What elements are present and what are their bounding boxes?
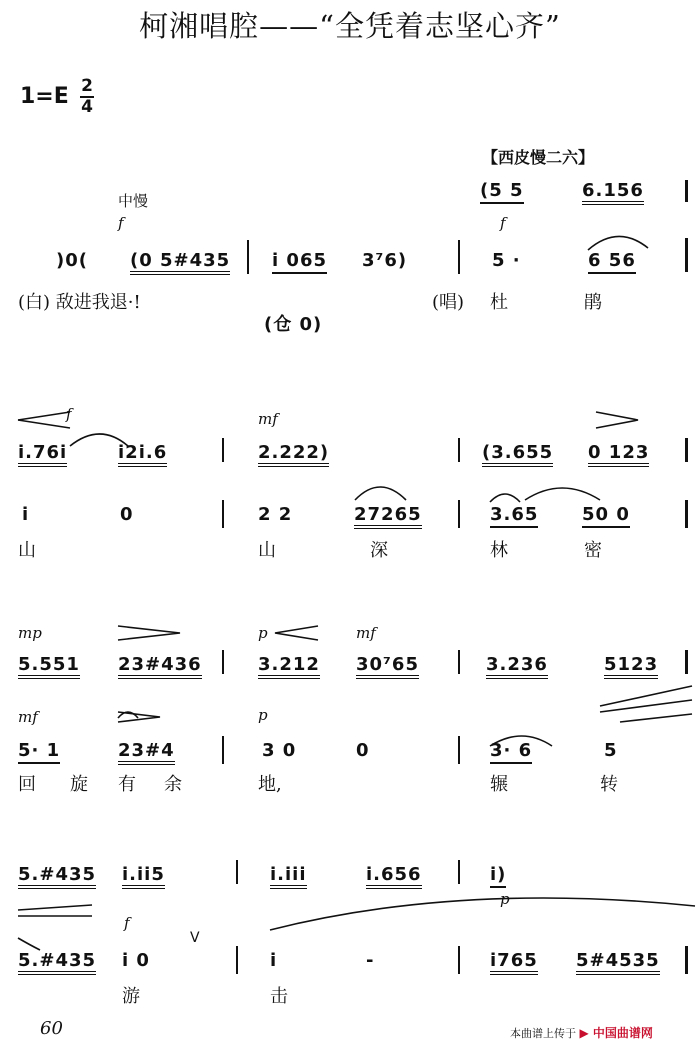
time-signature-bottom: 4 xyxy=(81,97,93,117)
tie-line xyxy=(600,686,692,706)
lyric: 游 xyxy=(122,986,140,1007)
crescendo-hairpin xyxy=(275,626,318,640)
breath-mark: V xyxy=(190,930,201,946)
vocal-notes: 5#4535 xyxy=(576,950,660,971)
lyric: 杜 xyxy=(490,292,508,313)
vocal-notes: 0 xyxy=(120,504,134,525)
lyric: 转 xyxy=(600,774,618,795)
vocal-notes: i 065 xyxy=(272,250,327,271)
accompaniment-notes: 23#436 xyxy=(118,654,202,675)
accompaniment-notes: 30⁷65 xyxy=(356,654,419,675)
vocal-notes: 3⁷6) xyxy=(362,250,408,271)
vocal-notes: 5.#435 xyxy=(18,950,96,971)
dynamic-mark: mp xyxy=(18,624,42,642)
dynamic-mark: p xyxy=(258,706,268,724)
vocal-notes: 23#4 xyxy=(118,740,175,761)
lyric: 山 xyxy=(258,540,276,561)
lyric: 山 xyxy=(18,540,36,561)
vocal-notes: 2 2 xyxy=(258,504,293,525)
vocal-notes: (0 5#435 xyxy=(130,250,230,271)
tempo-mark: 中慢 xyxy=(118,192,149,210)
dynamic-mark: p xyxy=(500,890,510,908)
vocal-notes: 27265 xyxy=(354,504,422,525)
lyric: 击 xyxy=(270,986,288,1007)
long-slur xyxy=(270,898,695,930)
lyric: 地, xyxy=(258,774,282,795)
accompaniment-notes: 5.551 xyxy=(18,654,80,675)
vocal-notes: - xyxy=(366,950,375,971)
vocal-notes: 50 0 xyxy=(582,504,630,525)
accompaniment-notes: 5123 xyxy=(604,654,658,675)
accompaniment-notes: 2.222) xyxy=(258,442,329,463)
slur xyxy=(525,488,600,500)
accompaniment-notes: 3.236 xyxy=(486,654,548,675)
lyric: 鹃 xyxy=(584,292,602,313)
section-tag: 【西皮慢二六】 xyxy=(482,148,595,167)
accompaniment-notes: i.76i xyxy=(18,442,67,463)
lyric: 回 xyxy=(18,774,36,795)
slur xyxy=(355,487,406,500)
dynamic-mark: mf xyxy=(356,624,376,642)
key-signature: 1=E xyxy=(20,84,69,109)
vocal-notes: 0 xyxy=(356,740,370,761)
vocal-notes: i765 xyxy=(490,950,538,971)
vocal-notes: 3 0 xyxy=(262,740,297,761)
dynamic-mark: p xyxy=(258,624,268,642)
crescendo-hairpin xyxy=(18,412,70,420)
site-logo[interactable]: ▶ 中国曲谱网 xyxy=(579,1026,653,1040)
source-note-text: 本曲谱上传于 xyxy=(510,1027,576,1040)
accompaniment-notes: 6.156 xyxy=(582,180,644,201)
dynamic-mark: mf xyxy=(258,410,278,428)
vocal-notes: 6 56 xyxy=(588,250,636,271)
lyric: 辗 xyxy=(490,774,508,795)
accompaniment-notes: i.ii5 xyxy=(122,864,165,885)
accompaniment-notes: i2i.6 xyxy=(118,442,167,463)
vocal-notes: 3· 6 xyxy=(490,740,532,761)
lyric: 林 xyxy=(490,540,508,561)
time-signature-top: 2 xyxy=(81,76,93,96)
vocal-notes: 5 xyxy=(604,740,618,761)
vocal-notes: 5 · xyxy=(492,250,521,271)
dynamic-mark: f xyxy=(500,214,506,232)
vocal-notes: )0( xyxy=(56,250,88,271)
vocal-notes: 3.65 xyxy=(490,504,538,525)
lyric: 深 xyxy=(370,540,388,561)
accompaniment-notes: (5 5 xyxy=(480,180,524,201)
dynamic-mark: mf xyxy=(18,708,38,726)
accompaniment-notes: (3.655 xyxy=(482,442,553,463)
page-number: 60 xyxy=(40,1018,63,1039)
lyric: 旋 xyxy=(70,774,88,795)
decrescendo-hairpin xyxy=(596,412,638,428)
lyric: 密 xyxy=(584,540,602,561)
vocal-notes: i xyxy=(270,950,278,971)
slur xyxy=(588,236,648,250)
source-note xyxy=(510,1024,653,1041)
lyric-sung-mark: (唱) xyxy=(432,292,465,313)
vocal-notes: 5· 1 xyxy=(18,740,60,761)
lyric: 有 xyxy=(118,774,136,795)
page-title: 柯湘唱腔——“全凭着志坚心齐” xyxy=(139,9,561,43)
decrescendo-hairpin xyxy=(118,626,180,640)
dynamic-mark: f xyxy=(118,214,124,232)
accompaniment-notes: i.656 xyxy=(366,864,422,885)
accompaniment-notes: 3.212 xyxy=(258,654,320,675)
dynamic-mark: f xyxy=(124,914,130,932)
accompaniment-notes: 5.#435 xyxy=(18,864,96,885)
vocal-notes: i xyxy=(22,504,30,525)
lyric-spoken: (白) 敌进我退·! xyxy=(18,292,141,313)
accompaniment-notes: i) xyxy=(490,864,506,885)
accompaniment-notes: 0 123 xyxy=(588,442,649,463)
vocal-notes: i 0 xyxy=(122,950,150,971)
lyric: 余 xyxy=(164,774,182,795)
percussion-notes: (仓 0) xyxy=(264,314,323,335)
accompaniment-notes: i.iii xyxy=(270,864,307,885)
slur xyxy=(490,494,520,502)
dynamic-mark: f xyxy=(66,405,72,423)
